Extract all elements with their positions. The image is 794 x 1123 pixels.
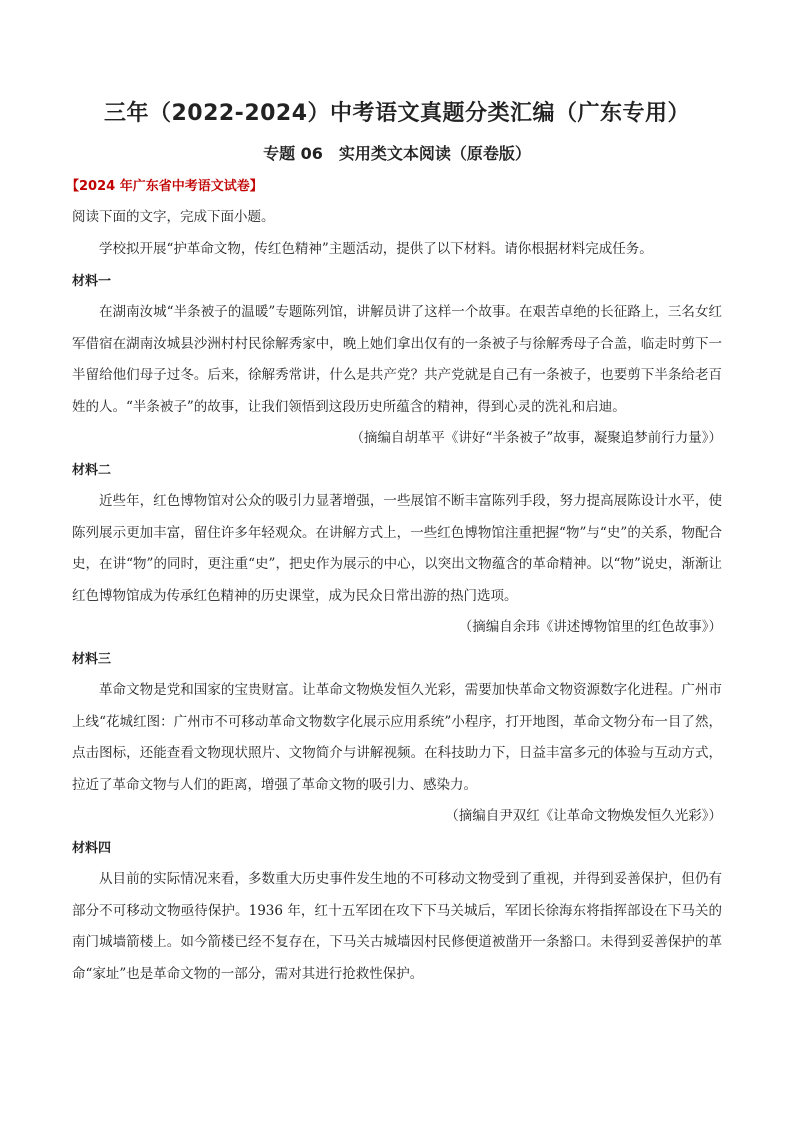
material-heading: 材料一 [72, 274, 112, 289]
intro-text: 学校拟开展“护革命文物，传红色精神”主题活动，提供了以下材料。请你根据材料完成任务。 [99, 240, 653, 257]
material-text: 近些年，红色博物馆对公众的吸引力显著增强，一些展馆不断丰富陈列手段，努力提高展陈设计水平，使陈列展示更加丰富，留住许多年轻观众。在讲解方式上，一些红色博物馆注重把握“物”与“史”的关系，物配合史，在讲“物”的同时，更注重“史”，把史作为展示的中心，以突出文物蕴含的革命精神。以“物”说史，渐渐让红色博物馆成为传承红色精神的历史课堂，成为民众日常出游的热门选项。 [72, 493, 722, 604]
material-text: 从目前的实际情况来看，多数重大历史事件发生地的不可移动文物受到了重视，并得到妥善保护，但仍有部分不可移动文物亟待保护。1936 年，红十五军团在攻下下马关城后，军团长徐海东将指挥部设在下马关的南门城墙箭楼上。如今箭楼已经不复存在，下马关古城墙因村民修便道被凿开一条豁口。未得到妥善保护的革命“家址”也是革命文物的一部分，需对其进行抢救性保护。 [72, 871, 722, 982]
material-heading: 材料二 [72, 463, 112, 478]
material-heading: 材料三 [72, 652, 112, 667]
material-source: （摘编自余玮《讲述博物馆里的红色故事》） [458, 619, 722, 635]
material-heading: 材料四 [72, 841, 112, 856]
material-3 [72, 645, 722, 832]
material-4 [72, 834, 722, 990]
instruction-text: 阅读下面的文字，完成下面小题。 [72, 209, 275, 225]
material-2 [72, 456, 722, 643]
document-subtitle: 专题 06 实用类文本阅读（原卷版） [263, 144, 531, 163]
material-source: （摘编自尹双红《让革命文物焕发恒久光彩》） [445, 808, 722, 824]
material-text: 革命文物是党和国家的宝贵财富。让革命文物焕发恒久光彩，需要加快革命文物资源数字化进程。广州市上线“花城红图：广州市不可移动革命文物数字化展示应用系统”小程序，打开地图，革命文物分布一目了然，点击图标，还能查看文物现状照片、文物简介与讲解视频。在科技助力下，日益丰富多元的体验与互动方式，拉近了革命文物与人们的距离，增强了革命文物的吸引力、感染力。 [72, 682, 722, 793]
material-text: 在湖南汝城“半条被子的温暖”专题陈列馆，讲解员讲了这样一个故事。在艰苦卓绝的长征路上，三名女红军借宿在湖南汝城县沙洲村村民徐解秀家中，晚上她们拿出仅有的一条被子与徐解秀母子合盖，临走时剪下一半留给他们母子过冬。后来，徐解秀常讲，什么是共产党？共产党就是自己有一条被子，也要剪下半条给老百姓的人。“半条被子”的故事，让我们领悟到这段历史所蕴含的精神，得到心灵的洗礼和启迪。 [72, 304, 722, 415]
material-1 [72, 267, 722, 454]
document-title: 三年（2022-2024）中考语文真题分类汇编（广东专用） [103, 101, 691, 126]
document-content [66, 98, 722, 990]
exam-source-tag: 【2024 年广东省中考语文试卷】 [66, 179, 263, 194]
material-source: （摘编自胡革平《讲好“半条被子”故事，凝聚追梦前行力量》） [350, 430, 722, 446]
